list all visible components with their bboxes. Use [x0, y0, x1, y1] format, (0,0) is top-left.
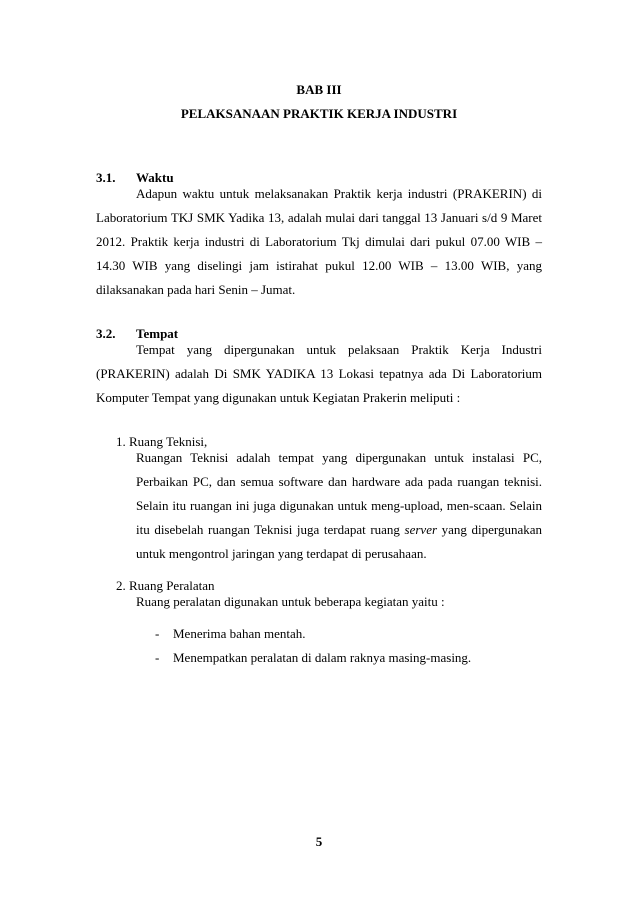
paragraph-line: Selain itu ruangan ini juga digunakan untuk meng-upload, men-scaan. Selain: [136, 498, 542, 513]
section-number: 3.2.: [96, 326, 116, 341]
list-item-body: [136, 446, 542, 566]
bullet-text: Menempatkan peralatan di dalam raknya masing-masing.: [173, 650, 472, 665]
paragraph-line: Komputer Tempat yang digunakan untuk Kegiatan Prakerin meliputi :: [96, 390, 461, 405]
paragraph-tempat: [96, 338, 542, 410]
paragraph-line: dilaksanakan pada hari Senin – Jumat.: [96, 282, 296, 297]
section-title: Tempat: [136, 326, 179, 341]
section-title: Waktu: [136, 170, 174, 185]
page-number: 5: [315, 834, 323, 849]
paragraph-line: Perbaikan PC, dan semua software dan hardware ada pada ruangan teknisi.: [136, 474, 542, 489]
bullet-item: [155, 626, 305, 642]
bullet-dash: -: [155, 626, 160, 641]
paragraph-line: 2012. Praktik kerja industri di Laboratorium Tkj dimulai dari pukul 07.00 WIB –: [96, 234, 542, 249]
section-number: 3.1.: [96, 170, 116, 185]
paragraph-line: Tempat yang dipergunakan untuk pelaksaan Praktik Kerja Industri: [136, 342, 542, 357]
paragraph-line-server: [136, 518, 542, 542]
line-head: itu disebelah ruangan Teknisi juga terdapat ruang: [136, 522, 400, 537]
bullet-item: [155, 650, 471, 666]
list-item-title: 2. Ruang Peralatan: [116, 578, 215, 593]
bullet-text: Menerima bahan mentah.: [173, 626, 306, 641]
bullet-dash: -: [155, 650, 160, 665]
line-tail: yang dipergunakan: [441, 522, 543, 537]
paragraph-line: Ruangan Teknisi adalah tempat yang dipergunakan untuk instalasi PC,: [136, 450, 542, 465]
chapter-title: PELAKSANAAN PRAKTIK KERJA INDUSTRI: [180, 106, 458, 121]
list-item-body: [136, 590, 542, 614]
italic-term: server: [404, 522, 438, 537]
paragraph-line: untuk mengontrol jaringan yang terdapat di perusahaan.: [136, 546, 427, 561]
paragraph-line: Laboratorium TKJ SMK Yadika 13, adalah mulai dari tanggal 13 Januari s/d 9 Maret: [96, 210, 542, 225]
paragraph-line: (PRAKERIN) adalah Di SMK YADIKA 13 Lokasi tepatnya ada Di Laboratorium: [96, 366, 542, 381]
chapter-number: BAB III: [296, 82, 342, 97]
list-item-title: 1. Ruang Teknisi,: [116, 434, 208, 449]
paragraph-line: Adapun waktu untuk melaksanakan Praktik kerja industri (PRAKERIN) di: [136, 186, 542, 201]
paragraph-line: Ruang peralatan digunakan untuk beberapa kegiatan yaitu :: [136, 594, 445, 609]
paragraph-line: 14.30 WIB yang diselingi jam istirahat pukul 12.00 WIB – 13.00 WIB, yang: [96, 258, 542, 273]
paragraph-waktu: [96, 182, 542, 302]
